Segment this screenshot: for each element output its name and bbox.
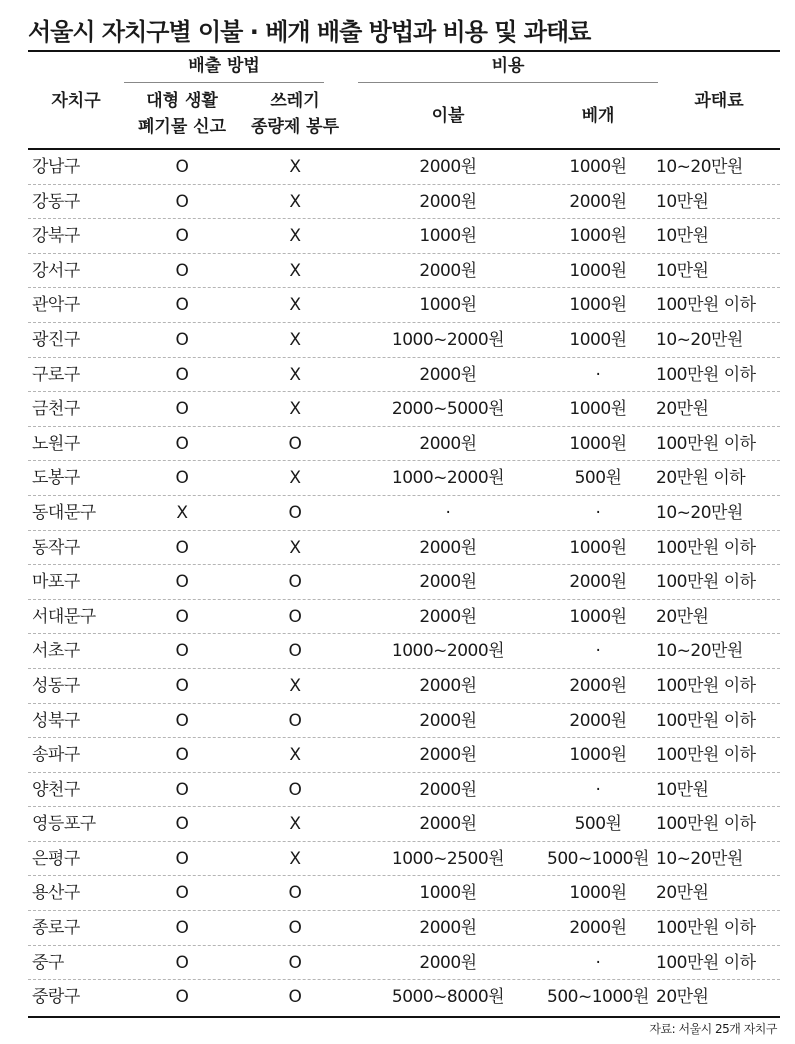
fine-cell: 100만원 이하 bbox=[656, 918, 756, 939]
ibul-cost-cell: 2000원 bbox=[419, 606, 477, 627]
fine-cell: 20만원 이하 bbox=[656, 468, 746, 489]
ibul-cost-cell: 2000원 bbox=[419, 537, 477, 558]
ibul-cost-cell: 2000원 bbox=[419, 191, 477, 212]
bege-cost-cell: · bbox=[595, 364, 601, 385]
header-district: 자치구 bbox=[51, 91, 101, 111]
table-row bbox=[28, 807, 780, 842]
district-cell: 영등포구 bbox=[32, 814, 96, 835]
bag-cell: O bbox=[288, 572, 302, 593]
fine-cell: 10만원 bbox=[656, 260, 709, 281]
bag-cell: O bbox=[288, 433, 302, 454]
bege-cost-cell: 500원 bbox=[574, 814, 622, 835]
table-row bbox=[28, 461, 780, 496]
ibul-cost-cell: 2000원 bbox=[419, 260, 477, 281]
fine-cell: 100만원 이하 bbox=[656, 364, 756, 385]
bege-cost-cell: 1000원 bbox=[569, 226, 627, 247]
bege-cost-cell: 2000원 bbox=[569, 675, 627, 696]
ibul-cost-cell: 2000원 bbox=[419, 433, 477, 454]
big-waste-cell: O bbox=[175, 399, 189, 420]
header-ibul: 이불 bbox=[431, 106, 465, 126]
fine-cell: 20만원 bbox=[656, 399, 709, 420]
ibul-cost-cell: 2000원 bbox=[419, 814, 477, 835]
fine-cell: 10~20만원 bbox=[656, 502, 743, 523]
table-row bbox=[28, 150, 780, 185]
table-row bbox=[28, 531, 780, 566]
fine-cell: 20만원 bbox=[656, 987, 709, 1008]
ibul-cost-cell: 2000원 bbox=[419, 952, 477, 973]
bag-cell: O bbox=[288, 952, 302, 973]
bege-cost-cell: 2000원 bbox=[569, 918, 627, 939]
bag-cell: O bbox=[288, 779, 302, 800]
ibul-cost-cell: 2000원 bbox=[419, 710, 477, 731]
ibul-cost-cell: 2000~5000원 bbox=[391, 399, 505, 420]
fine-cell: 100만원 이하 bbox=[656, 295, 756, 316]
bag-cell: O bbox=[288, 710, 302, 731]
table-row bbox=[28, 980, 780, 1015]
ibul-cost-cell: 1000~2000원 bbox=[391, 641, 505, 662]
big-waste-cell: O bbox=[175, 364, 189, 385]
table-row bbox=[28, 600, 780, 635]
method-group-rule bbox=[124, 82, 324, 83]
ibul-cost-cell: 2000원 bbox=[419, 157, 477, 177]
district-cell: 서초구 bbox=[32, 641, 80, 662]
ibul-cost-cell: 1000원 bbox=[419, 295, 477, 316]
bag-cell: X bbox=[289, 329, 301, 350]
bag-cell: O bbox=[288, 502, 302, 523]
bag-cell: O bbox=[288, 883, 302, 904]
big-waste-cell: O bbox=[175, 848, 189, 869]
table-row bbox=[28, 946, 780, 981]
ibul-cost-cell: · bbox=[445, 502, 451, 523]
district-cell: 서대문구 bbox=[32, 606, 96, 627]
bag-cell: O bbox=[288, 606, 302, 627]
bege-cost-cell: · bbox=[595, 502, 601, 523]
table-row bbox=[28, 876, 780, 911]
bag-cell: O bbox=[288, 918, 302, 939]
district-cell: 성동구 bbox=[32, 675, 80, 696]
header-method-group: 배출 방법 bbox=[188, 56, 260, 76]
table-row bbox=[28, 219, 780, 254]
bag-cell: X bbox=[289, 675, 301, 696]
district-cell: 마포구 bbox=[32, 572, 80, 593]
table-row bbox=[28, 704, 780, 739]
big-waste-cell: O bbox=[175, 191, 189, 212]
bege-cost-cell: 1000원 bbox=[569, 295, 627, 316]
fine-cell: 10~20만원 bbox=[656, 641, 743, 662]
fine-cell: 10~20만원 bbox=[656, 329, 743, 350]
fine-cell: 100만원 이하 bbox=[656, 433, 756, 454]
bag-cell: X bbox=[289, 468, 301, 489]
ibul-cost-cell: 1000원 bbox=[419, 226, 477, 247]
bag-cell: X bbox=[289, 191, 301, 212]
header-big-waste-line2: 폐기물 신고 bbox=[137, 117, 227, 137]
fine-cell: 100만원 이하 bbox=[656, 952, 756, 973]
table-row bbox=[28, 911, 780, 946]
big-waste-cell: O bbox=[175, 260, 189, 281]
bag-cell: O bbox=[288, 987, 302, 1008]
district-cell: 동작구 bbox=[32, 537, 80, 558]
fine-cell: 10만원 bbox=[656, 191, 709, 212]
header-bag-line2: 종량제 봉투 bbox=[250, 117, 340, 137]
big-waste-cell: O bbox=[175, 952, 189, 973]
top-rule bbox=[28, 50, 780, 52]
district-cell: 강서구 bbox=[32, 260, 80, 281]
ibul-cost-cell: 2000원 bbox=[419, 364, 477, 385]
district-cell: 도봉구 bbox=[32, 468, 80, 489]
ibul-cost-cell: 2000원 bbox=[419, 918, 477, 939]
bege-cost-cell: 500~1000원 bbox=[547, 987, 649, 1008]
bege-cost-cell: 1000원 bbox=[569, 433, 627, 454]
header-cost-group: 비용 bbox=[491, 56, 525, 76]
ibul-cost-cell: 2000원 bbox=[419, 779, 477, 800]
ibul-cost-cell: 5000~8000원 bbox=[391, 987, 505, 1008]
bag-cell: X bbox=[289, 260, 301, 281]
header-big-waste-line1: 대형 생활 bbox=[146, 91, 218, 111]
fine-cell: 100만원 이하 bbox=[656, 572, 756, 593]
table-row bbox=[28, 773, 780, 808]
header-bege: 베개 bbox=[581, 106, 615, 126]
bottom-rule bbox=[28, 1016, 780, 1018]
big-waste-cell: O bbox=[175, 675, 189, 696]
bege-cost-cell: 1000원 bbox=[569, 399, 627, 420]
big-waste-cell: O bbox=[175, 295, 189, 316]
fine-cell: 10~20만원 bbox=[656, 157, 743, 177]
bege-cost-cell: 1000원 bbox=[569, 606, 627, 627]
big-waste-cell: O bbox=[175, 987, 189, 1008]
ibul-cost-cell: 1000~2500원 bbox=[391, 848, 505, 869]
table-row bbox=[28, 496, 780, 531]
big-waste-cell: O bbox=[175, 572, 189, 593]
big-waste-cell: O bbox=[175, 468, 189, 489]
header-fine: 과태료 bbox=[694, 91, 744, 111]
big-waste-cell: O bbox=[175, 606, 189, 627]
fine-cell: 20만원 bbox=[656, 883, 709, 904]
fine-cell: 10만원 bbox=[656, 226, 709, 247]
bag-cell: X bbox=[289, 364, 301, 385]
bege-cost-cell: · bbox=[595, 779, 601, 800]
bag-cell: X bbox=[289, 537, 301, 558]
table-row bbox=[28, 634, 780, 669]
big-waste-cell: O bbox=[175, 883, 189, 904]
ibul-cost-cell: 2000원 bbox=[419, 572, 477, 593]
bag-cell: X bbox=[289, 745, 301, 766]
bege-cost-cell: 1000원 bbox=[569, 157, 627, 177]
district-cell: 강북구 bbox=[32, 226, 80, 247]
big-waste-cell: O bbox=[175, 918, 189, 939]
district-cell: 중랑구 bbox=[32, 987, 80, 1008]
table-row bbox=[28, 669, 780, 704]
fine-cell: 100만원 이하 bbox=[656, 745, 756, 766]
bege-cost-cell: 1000원 bbox=[569, 537, 627, 558]
table-row bbox=[28, 842, 780, 877]
big-waste-cell: O bbox=[175, 710, 189, 731]
fine-cell: 100만원 이하 bbox=[656, 814, 756, 835]
bege-cost-cell: 500~1000원 bbox=[547, 848, 649, 869]
district-cell: 양천구 bbox=[32, 779, 80, 800]
table-row bbox=[28, 565, 780, 600]
district-cell: 관악구 bbox=[32, 295, 80, 316]
table-row bbox=[28, 358, 780, 393]
district-cell: 강동구 bbox=[32, 191, 80, 212]
table-row bbox=[28, 427, 780, 462]
bege-cost-cell: · bbox=[595, 641, 601, 662]
big-waste-cell: O bbox=[175, 641, 189, 662]
bag-cell: X bbox=[289, 848, 301, 869]
bag-cell: X bbox=[289, 226, 301, 247]
district-cell: 강남구 bbox=[32, 157, 80, 177]
big-waste-cell: O bbox=[175, 226, 189, 247]
big-waste-cell: O bbox=[175, 329, 189, 350]
table-row bbox=[28, 288, 780, 323]
bege-cost-cell: 2000원 bbox=[569, 191, 627, 212]
page-title: 서울시 자치구별 이불 · 베개 배출 방법과 비용 및 과태료 bbox=[28, 18, 591, 46]
bege-cost-cell: 1000원 bbox=[569, 883, 627, 904]
district-cell: 금천구 bbox=[32, 399, 80, 420]
bege-cost-cell: · bbox=[595, 952, 601, 973]
district-cell: 노원구 bbox=[32, 433, 80, 454]
table-row bbox=[28, 392, 780, 427]
fine-cell: 10~20만원 bbox=[656, 848, 743, 869]
header-bag-line1: 쓰레기 bbox=[270, 91, 320, 111]
bag-cell: X bbox=[289, 295, 301, 316]
table-row bbox=[28, 323, 780, 358]
district-cell: 구로구 bbox=[32, 364, 80, 385]
bag-cell: X bbox=[289, 814, 301, 835]
fine-cell: 100만원 이하 bbox=[656, 675, 756, 696]
ibul-cost-cell: 1000~2000원 bbox=[391, 468, 505, 489]
table-row bbox=[28, 185, 780, 220]
ibul-cost-cell: 2000원 bbox=[419, 675, 477, 696]
fine-cell: 20만원 bbox=[656, 606, 709, 627]
bege-cost-cell: 500원 bbox=[574, 468, 622, 489]
bag-cell: O bbox=[288, 641, 302, 662]
bege-cost-cell: 2000원 bbox=[569, 710, 627, 731]
ibul-cost-cell: 2000원 bbox=[419, 745, 477, 766]
big-waste-cell: O bbox=[175, 814, 189, 835]
district-cell: 성북구 bbox=[32, 710, 80, 731]
bege-cost-cell: 1000원 bbox=[569, 260, 627, 281]
fine-cell: 100만원 이하 bbox=[656, 537, 756, 558]
cost-group-rule bbox=[358, 82, 658, 83]
bege-cost-cell: 2000원 bbox=[569, 572, 627, 593]
bege-cost-cell: 1000원 bbox=[569, 745, 627, 766]
big-waste-cell: O bbox=[175, 779, 189, 800]
district-cell: 중구 bbox=[32, 952, 64, 973]
big-waste-cell: O bbox=[175, 433, 189, 454]
district-cell: 송파구 bbox=[32, 745, 80, 766]
fine-cell: 100만원 이하 bbox=[656, 710, 756, 731]
big-waste-cell: O bbox=[175, 157, 189, 177]
district-cell: 광진구 bbox=[32, 329, 80, 350]
ibul-cost-cell: 1000~2000원 bbox=[391, 329, 505, 350]
district-cell: 은평구 bbox=[32, 848, 80, 869]
table-row bbox=[28, 254, 780, 289]
source-note: 자료: 서울시 25개 자치구 bbox=[649, 1022, 777, 1036]
big-waste-cell: O bbox=[175, 745, 189, 766]
bege-cost-cell: 1000원 bbox=[569, 329, 627, 350]
table-row bbox=[28, 738, 780, 773]
district-cell: 종로구 bbox=[32, 918, 80, 939]
district-cell: 용산구 bbox=[32, 883, 80, 904]
data-table bbox=[28, 150, 780, 1015]
bag-cell: X bbox=[289, 399, 301, 420]
district-cell: 동대문구 bbox=[32, 502, 96, 523]
big-waste-cell: O bbox=[175, 537, 189, 558]
fine-cell: 10만원 bbox=[656, 779, 709, 800]
bag-cell: X bbox=[289, 157, 301, 177]
ibul-cost-cell: 1000원 bbox=[419, 883, 477, 904]
big-waste-cell: X bbox=[176, 502, 188, 523]
